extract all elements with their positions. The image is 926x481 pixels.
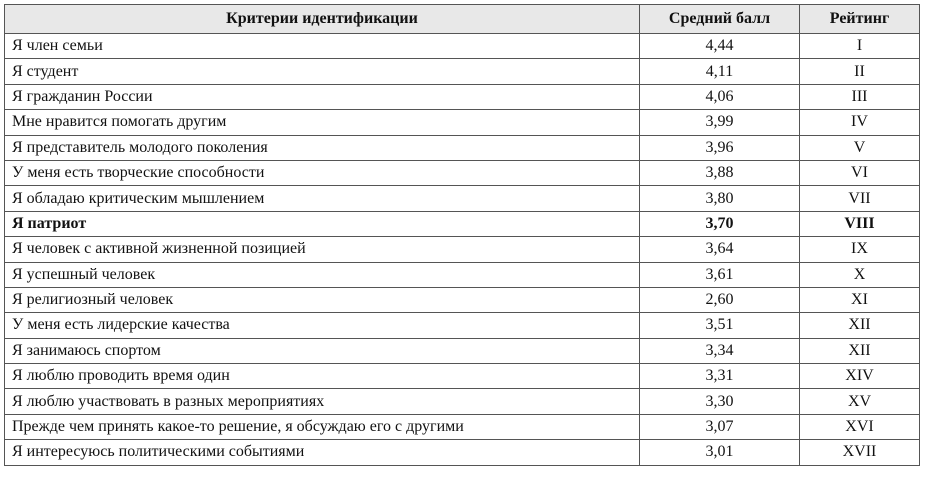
table-row	[5, 135, 920, 160]
table-row	[5, 313, 920, 338]
table-row	[5, 186, 920, 211]
header-average: Средний балл	[640, 5, 800, 34]
criterion-cell: Я представитель молодого поколения	[5, 135, 640, 160]
criterion-cell: Я интересуюсь политическими событиями	[5, 440, 640, 465]
criterion-cell: Я студент	[5, 59, 640, 84]
rank-cell: VII	[800, 186, 920, 211]
average-cell: 3,51	[640, 313, 800, 338]
rank-cell: III	[800, 84, 920, 109]
table-row	[5, 237, 920, 262]
criterion-cell: Я люблю участвовать в разных мероприятиях	[5, 389, 640, 414]
rank-cell: X	[800, 262, 920, 287]
average-cell: 3,01	[640, 440, 800, 465]
rank-cell: XIV	[800, 364, 920, 389]
rank-cell: IX	[800, 237, 920, 262]
table-row	[5, 414, 920, 439]
table-row	[5, 389, 920, 414]
criterion-cell: Мне нравится помогать другим	[5, 110, 640, 135]
table-row	[5, 211, 920, 236]
rank-cell: XV	[800, 389, 920, 414]
average-cell: 3,34	[640, 338, 800, 363]
header-rank: Рейтинг	[800, 5, 920, 34]
table-row	[5, 338, 920, 363]
table-row	[5, 110, 920, 135]
table-row	[5, 59, 920, 84]
criterion-cell: Я патриот	[5, 211, 640, 236]
criterion-cell: У меня есть лидерские качества	[5, 313, 640, 338]
average-cell: 3,88	[640, 160, 800, 185]
average-cell: 4,06	[640, 84, 800, 109]
criterion-cell: Я люблю проводить время один	[5, 364, 640, 389]
table-row	[5, 440, 920, 465]
average-cell: 3,61	[640, 262, 800, 287]
average-cell: 4,44	[640, 34, 800, 59]
rank-cell: VIII	[800, 211, 920, 236]
rank-cell: XII	[800, 313, 920, 338]
average-cell: 3,80	[640, 186, 800, 211]
criterion-cell: Я человек с активной жизненной позицией	[5, 237, 640, 262]
criterion-cell: Я гражданин России	[5, 84, 640, 109]
table-row	[5, 364, 920, 389]
criterion-cell: Я член семьи	[5, 34, 640, 59]
average-cell: 3,30	[640, 389, 800, 414]
average-cell: 3,64	[640, 237, 800, 262]
rank-cell: XII	[800, 338, 920, 363]
average-cell: 3,99	[640, 110, 800, 135]
average-cell: 3,07	[640, 414, 800, 439]
table-row	[5, 262, 920, 287]
average-cell: 2,60	[640, 287, 800, 312]
header-criterion: Критерии идентификации	[5, 5, 640, 34]
criterion-cell: Прежде чем принять какое-то решение, я обсуждаю его с другими	[5, 414, 640, 439]
criterion-cell: У меня есть творческие способности	[5, 160, 640, 185]
average-cell: 4,11	[640, 59, 800, 84]
rank-cell: II	[800, 59, 920, 84]
table-row	[5, 34, 920, 59]
table-row	[5, 160, 920, 185]
average-cell: 3,70	[640, 211, 800, 236]
criterion-cell: Я успешный человек	[5, 262, 640, 287]
table-row	[5, 287, 920, 312]
average-cell: 3,96	[640, 135, 800, 160]
criterion-cell: Я религиозный человек	[5, 287, 640, 312]
criterion-cell: Я обладаю критическим мышлением	[5, 186, 640, 211]
rank-cell: XI	[800, 287, 920, 312]
criteria-table	[4, 4, 920, 466]
average-cell: 3,31	[640, 364, 800, 389]
table-header-row	[5, 5, 920, 34]
table-body	[5, 34, 920, 466]
rank-cell: V	[800, 135, 920, 160]
rank-cell: XVI	[800, 414, 920, 439]
criterion-cell: Я занимаюсь спортом	[5, 338, 640, 363]
rank-cell: IV	[800, 110, 920, 135]
rank-cell: XVII	[800, 440, 920, 465]
rank-cell: I	[800, 34, 920, 59]
rank-cell: VI	[800, 160, 920, 185]
table-row	[5, 84, 920, 109]
